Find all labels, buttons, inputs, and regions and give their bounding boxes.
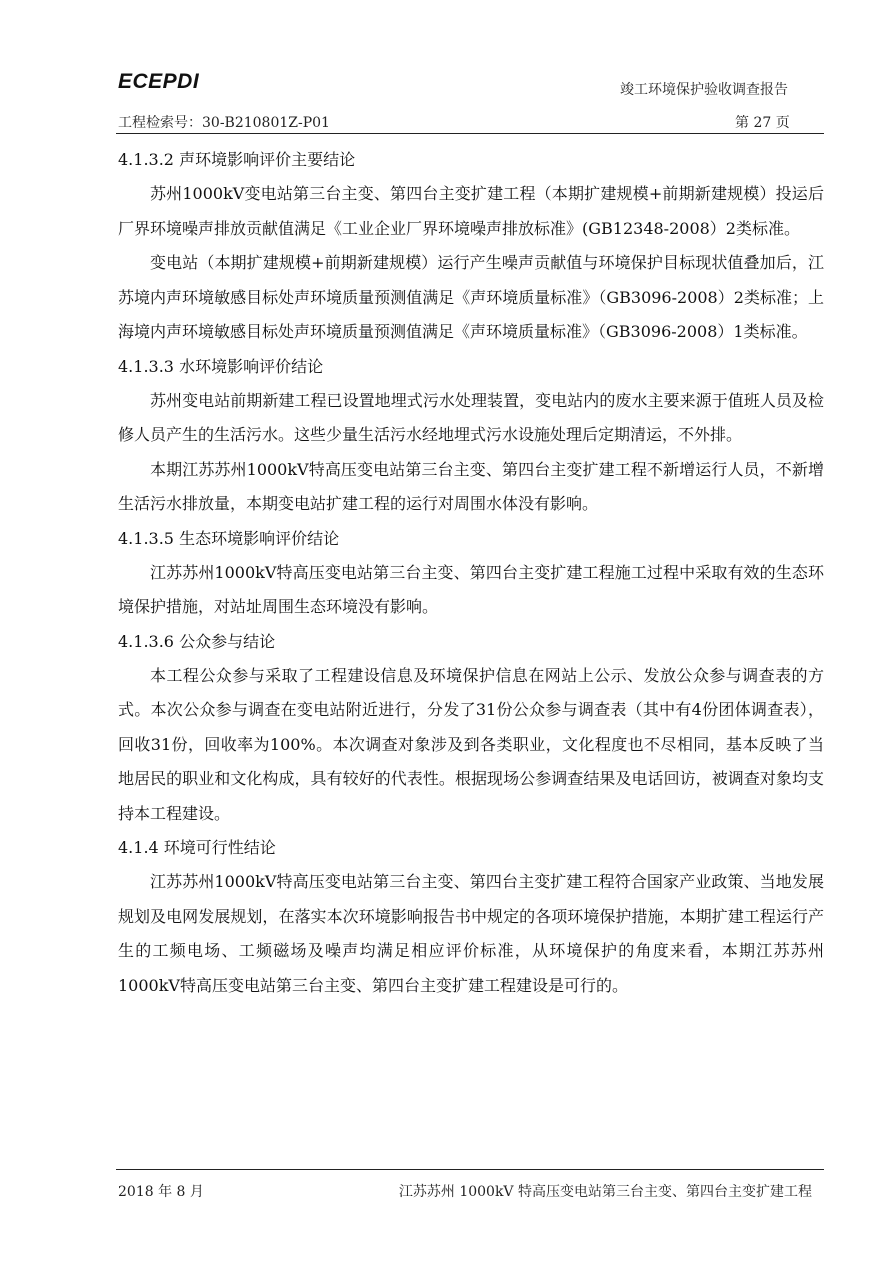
section-heading: 4.1.3.5 生态环境影响评价结论 [118, 528, 340, 548]
page-number: 第 27 页 [735, 115, 790, 131]
footer-rule [116, 1169, 824, 1170]
header-rule [116, 133, 824, 134]
paragraph: 本工程公众参与采取了工程建设信息及环境保护信息在网站上公示、发放公众参与调查表的方式。本次公众参与调查在变电站附近进行，分发了31份公众参与调查表（其中有4份团体调查表），回收31份，回收率为100%。本次调查对象涉及到各类职业，文化程度也不尽相同，基本反映了当地居民的职业和文化构成，具有较好的代表性。根据现场公参调查结果及电话回访，被调查对象均支持本工程建设。 [118, 665, 824, 823]
paragraph: 苏州1000kV变电站第三台主变、第四台主变扩建工程（本期扩建规模+前期新建规模）投运后厂界环境噪声排放贡献值满足《工业企业厂界环境噪声排放标准》(GB12348-2008）2类标准。 [118, 184, 824, 238]
section-heading: 4.1.4 环境可行性结论 [118, 838, 276, 857]
project-id: 工程检索号：30-B210801Z-P01 [118, 115, 330, 131]
section-heading: 4.1.3.3 水环境影响评价结论 [118, 356, 324, 376]
paragraph: 江苏苏州1000kV特高压变电站第三台主变、第四台主变扩建工程施工过程中采取有效的生态环境保护措施，对站址周围生态环境没有影响。 [118, 562, 824, 616]
footer-date: 2018 年 8 月 [118, 1184, 204, 1200]
document-body [118, 143, 824, 1003]
company-logo: ECEPDI [118, 70, 200, 93]
paragraph: 苏州变电站前期新建工程已设置地埋式污水处理装置，变电站内的废水主要来源于值班人员及检修人员产生的生活污水。这些少量生活污水经地埋式污水设施处理后定期清运，不外排。 [118, 390, 824, 444]
document-type: 竣工环境保护验收调查报告 [620, 82, 788, 98]
paragraph: 本期江苏苏州1000kV特高压变电站第三台主变、第四台主变扩建工程不新增运行人员，不新增生活污水排放量，本期变电站扩建工程的运行对周围水体没有影响。 [118, 459, 824, 513]
section-heading: 4.1.3.2 声环境影响评价主要结论 [118, 150, 356, 169]
paragraph: 变电站（本期扩建规模+前期新建规模）运行产生噪声贡献值与环境保护目标现状值叠加后，江苏境内声环境敏感目标处声环境质量预测值满足《声环境质量标准》（GB3096-2008）2类标准；上海境内声环境敏感目标处声环境质量预测值满足《声环境质量标准》（GB3096-2008）1类标准。 [118, 253, 824, 341]
footer-project-title: 江苏苏州 1000kV 特高压变电站第三台主变、第四台主变扩建工程 [398, 1184, 812, 1200]
paragraph: 江苏苏州1000kV特高压变电站第三台主变、第四台主变扩建工程符合国家产业政策、当地发展规划及电网发展规划，在落实本次环境影响报告书中规定的各项环境保护措施，本期扩建工程运行产生的工频电场、工频磁场及噪声均满足相应评价标准，从环境保护的角度来看，本期江苏苏州1000kV特高压变电站第三台主变、第四台主变扩建工程建设是可行的。 [118, 872, 824, 995]
section-heading: 4.1.3.6 公众参与结论 [118, 631, 276, 651]
